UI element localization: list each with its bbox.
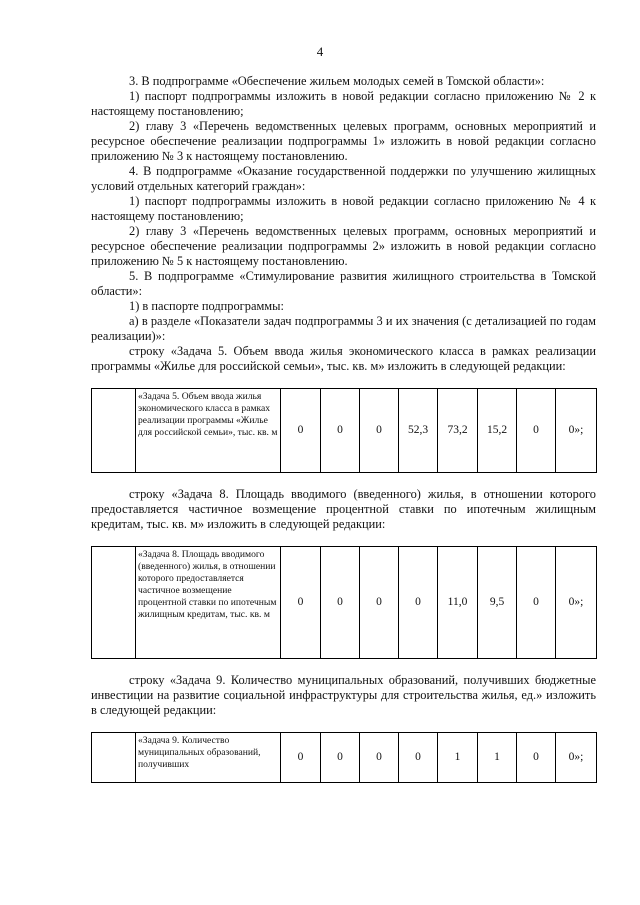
table-cell-value: 1 — [478, 733, 517, 783]
table-cell-value: 0»; — [556, 547, 597, 659]
table-cell-name: «Задача 8. Площадь вводимого (введенного) жилья, в отношении которого предоставляется частичное возмещение процентной ставки по ипотечным жилищным кредитам, тыс. кв. м — [136, 547, 281, 659]
table-cell-value: 0»; — [556, 389, 597, 473]
table-cell-value: 0 — [399, 547, 438, 659]
table-cell-value: 0 — [321, 389, 360, 473]
table-cell-value: 0 — [517, 733, 556, 783]
table-cell-value: 1 — [438, 733, 478, 783]
table-cell-empty — [92, 389, 136, 473]
page-number: 4 — [316, 44, 324, 59]
paragraph: 1) паспорт подпрограммы изложить в новой редакции согласно приложению № 2 к настоящему постановлению; — [91, 89, 596, 118]
table-cell-value: 9,5 — [478, 547, 517, 659]
table-cell-empty — [92, 733, 136, 783]
table-cell-value: 0 — [360, 547, 399, 659]
paragraph: а) в разделе «Показатели задач подпрограммы 3 и их значения (с детализацией по годам реализации)»: — [91, 314, 596, 343]
table-cell-value: 0 — [517, 547, 556, 659]
table-cell-value: 0 — [281, 389, 321, 473]
document-body — [91, 74, 596, 783]
paragraph: 4. В подпрограмме «Оказание государственной поддержки по улучшению жилищных условий отдельных категорий граждан»: — [91, 164, 596, 193]
table-task-8 — [91, 546, 597, 659]
paragraph: 1) в паспорте подпрограммы: — [129, 299, 284, 313]
table-cell-value: 0»; — [556, 733, 597, 783]
table-row — [92, 733, 597, 783]
table-cell-value: 0 — [360, 389, 399, 473]
table-task-5 — [91, 388, 597, 473]
paragraph: 2) главу 3 «Перечень ведомственных целевых программ, основных мероприятий и ресурсное обеспечение реализации подпрограммы 2» изложить в новой редакции согласно приложению № 5 к настоящему постановлению. — [91, 224, 596, 268]
table-cell-value: 52,3 — [399, 389, 438, 473]
table-cell-value: 0 — [321, 547, 360, 659]
table-cell-value: 0 — [281, 547, 321, 659]
table-cell-value: 73,2 — [438, 389, 478, 473]
table-cell-value: 11,0 — [438, 547, 478, 659]
paragraph: строку «Задача 8. Площадь вводимого (введенного) жилья, в отношении которого предоставляется частичное возмещение процентной ставки по ипотечным жилищным кредитам, тыс. кв. м» изложить в следующей редакции: — [91, 487, 596, 531]
paragraph: 5. В подпрограмме «Стимулирование развития жилищного строительства в Томской области»: — [91, 269, 596, 298]
table-cell-name: «Задача 9. Количество муниципальных образований, получивших — [136, 733, 281, 783]
table-cell-value: 0 — [321, 733, 360, 783]
table-cell-value: 0 — [517, 389, 556, 473]
table-cell-name: «Задача 5. Объем ввода жилья экономического класса в рамках реализации программы «Жилье для российской семьи», тыс. кв. м — [136, 389, 281, 473]
table-cell-value: 0 — [399, 733, 438, 783]
table-cell-value: 15,2 — [478, 389, 517, 473]
paragraph: строку «Задача 5. Объем ввода жилья экономического класса в рамках реализации программы «Жилье для российской семьи», тыс. кв. м» изложить в следующей редакции: — [91, 344, 596, 373]
table-cell-empty — [92, 547, 136, 659]
table-cell-value: 0 — [281, 733, 321, 783]
paragraph: строку «Задача 9. Количество муниципальных образований, получивших бюджетные инвестиции на развитие социальной инфраструктуры для строительства жилья, ед.» изложить в следующей редакции: — [91, 673, 596, 717]
table-row — [92, 547, 597, 659]
table-row — [92, 389, 597, 473]
table-task-9 — [91, 732, 597, 783]
paragraph: 1) паспорт подпрограммы изложить в новой редакции согласно приложению № 4 к настоящему постановлению; — [91, 194, 596, 223]
table-cell-value: 0 — [360, 733, 399, 783]
paragraph: 2) главу 3 «Перечень ведомственных целевых программ, основных мероприятий и ресурсное обеспечение реализации подпрограммы 1» изложить в новой редакции согласно приложению № 3 к настоящему постановлению. — [91, 119, 596, 163]
paragraph: 3. В подпрограмме «Обеспечение жильем молодых семей в Томской области»: — [129, 74, 545, 88]
